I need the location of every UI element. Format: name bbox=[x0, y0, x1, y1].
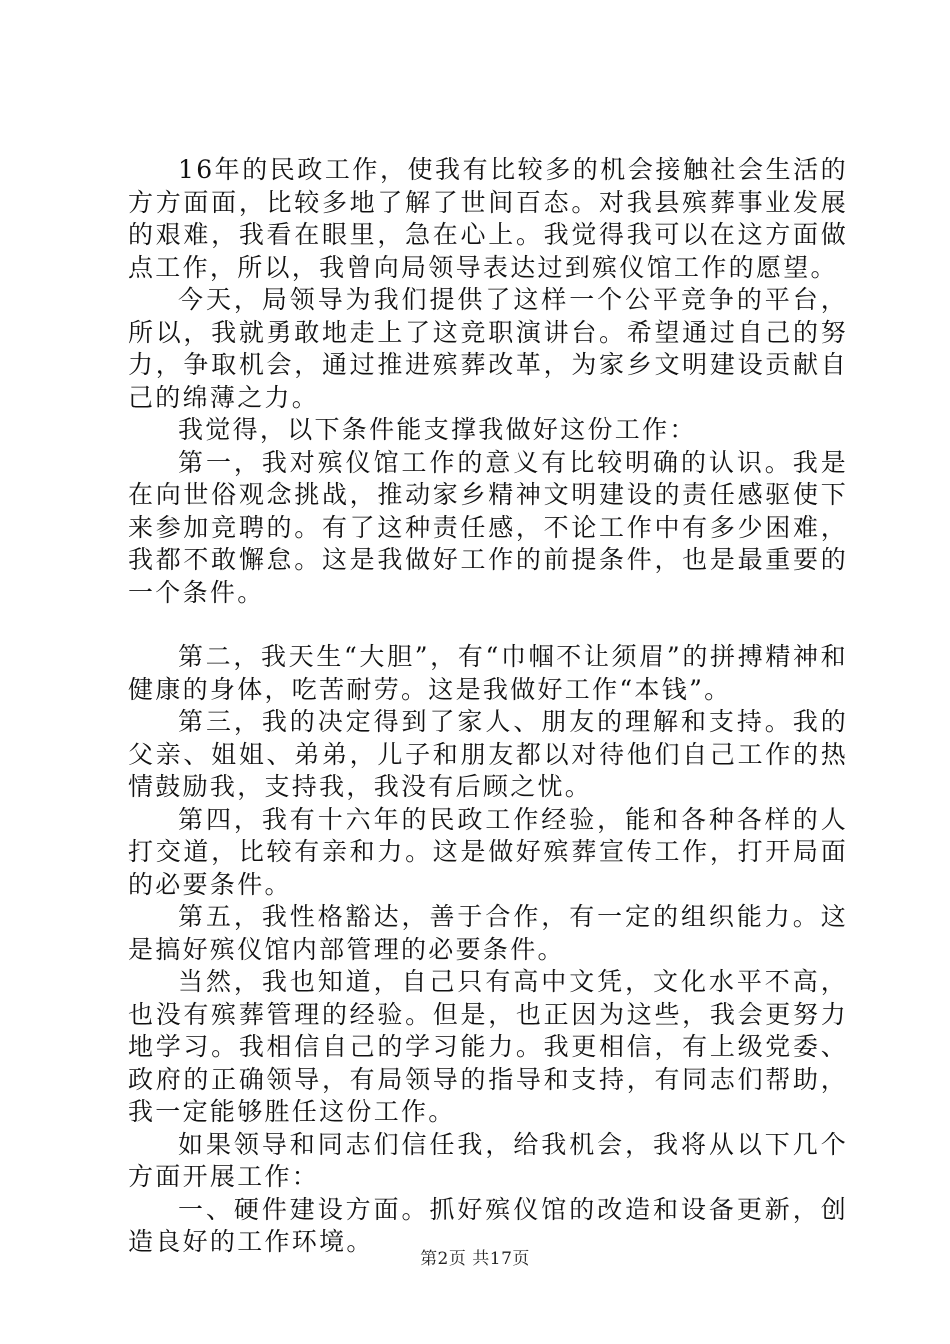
paragraph-7: 第四，我有十六年的民政工作经验，能和各种各样的人打交道，比较有亲和力。这是做好殡葬宣传工作，打开局面的必要条件。 bbox=[128, 804, 848, 899]
paragraph-3: 我觉得，以下条件能支撑我做好这份工作： bbox=[178, 415, 697, 444]
paragraph-8: 第五，我性格豁达，善于合作，有一定的组织能力。这是搞好殡仪馆内部管理的必要条件。 bbox=[128, 902, 848, 964]
page-number-footer: 第2页 共17页 bbox=[420, 1249, 530, 1269]
paragraph-4: 第一，我对殡仪馆工作的意义有比较明确的认识。我是在向世俗观念挑战，推动家乡精神文明建设的责任感驱使下来参加竞聘的。有了这种责任感，不论工作中有多少困难，我都不敢懈怠。这是我做好工作的前提条件，也是最重要的一个条件。 bbox=[128, 447, 848, 607]
paragraph-9: 当然，我也知道，自己只有高中文凭，文化水平不高，也没有殡葬管理的经验。但是，也正因为这些，我会更努力地学习。我相信自己的学习能力。我更相信，有上级党委、政府的正确领导，有局领导的指导和支持，有同志们帮助，我一定能够胜任这份工作。 bbox=[128, 967, 848, 1126]
paragraph-1: 16年的民政工作，使我有比较多的机会接触社会生活的方方面面，比较多地了解了世间百态。对我县殡葬事业发展的艰难，我看在眼里，急在心上。我觉得我可以在这方面做点工作，所以，我曾向局领导表达过到殡仪馆工作的愿望。 bbox=[128, 155, 848, 282]
paragraph-5: 第二，我天生“大胆”，有“巾帼不让须眉”的拼搏精神和健康的身体，吃苦耐劳。这是我做好工作“本钱”。 bbox=[128, 642, 848, 704]
paragraph-11: 一、硬件建设方面。抓好殡仪馆的改造和设备更新，创造良好的工作环境。 bbox=[128, 1194, 848, 1256]
document-body bbox=[128, 154, 848, 1259]
paragraph-6: 第三，我的决定得到了家人、朋友的理解和支持。我的父亲、姐姐、弟弟，儿子和朋友都以对待他们自己工作的热情鼓励我，支持我，我没有后顾之忧。 bbox=[128, 707, 848, 801]
paragraph-10: 如果领导和同志们信任我，给我机会，我将从以下几个方面开展工作： bbox=[128, 1129, 848, 1191]
paragraph-2: 今天，局领导为我们提供了这样一个公平竞争的平台，所以，我就勇敢地走上了这竞职演讲台。希望通过自己的努力，争取机会，通过推进殡葬改革，为家乡文明建设贡献自己的绵薄之力。 bbox=[128, 285, 848, 412]
